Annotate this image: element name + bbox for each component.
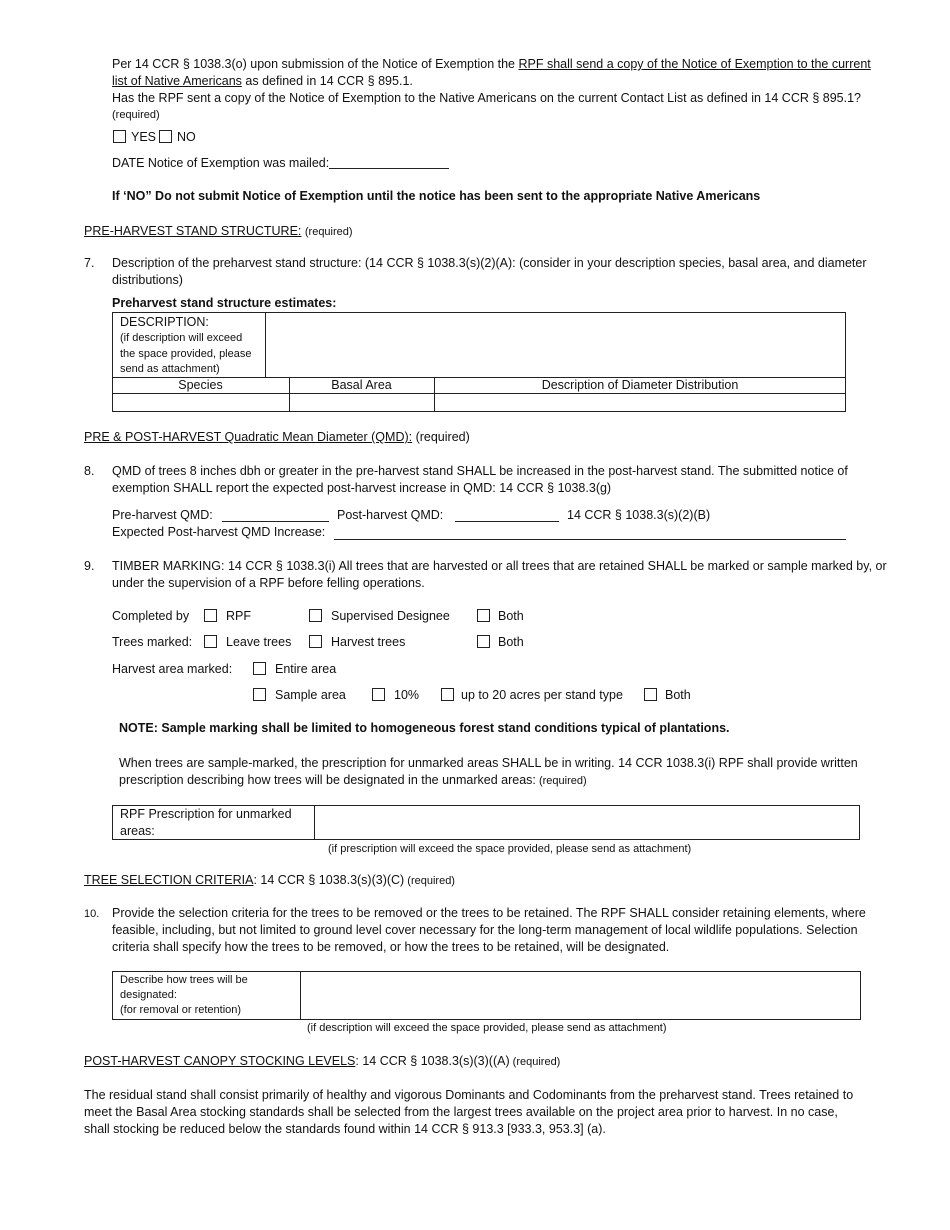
ten-percent-checkbox[interactable] xyxy=(372,688,385,701)
basal-area-input[interactable] xyxy=(290,394,433,411)
table-divider xyxy=(265,312,266,377)
qmd-required: (required) xyxy=(412,430,470,444)
twenty-acres-label: up to 20 acres per stand type xyxy=(461,688,623,702)
preharvest-table-title: Preharvest stand structure estimates: xyxy=(112,296,337,310)
entire-area-label: Entire area xyxy=(275,662,337,676)
date-mailed-label: DATE Notice of Exemption was mailed: xyxy=(112,156,330,170)
native-no-label: NO xyxy=(177,130,196,144)
sample-both-label: Both xyxy=(665,688,691,702)
item-10-line-3: criteria shall specify how the trees to be removed, or how the trees to be retained, will be designated. xyxy=(112,940,670,954)
ten-percent-label: 10% xyxy=(394,688,420,702)
post-harvest-qmd-field[interactable] xyxy=(455,521,559,522)
harvest-area-marked-label: Harvest area marked: xyxy=(112,662,233,676)
item-8-line-1: QMD of trees 8 inches dbh or greater in the pre-harvest stand SHALL be increased in the post-harvest stand. The submitted notice of xyxy=(112,464,848,478)
item-7-line-2: distributions) xyxy=(112,273,183,287)
native-no-checkbox[interactable] xyxy=(159,130,172,143)
table-divider xyxy=(300,971,301,1020)
qmd-heading: PRE & POST-HARVEST Quadratic Mean Diameter (QMD): xyxy=(84,430,413,444)
selection-box-label-1: Describe how trees will be xyxy=(120,974,248,986)
canopy-paragraph-line-3: shall stocking be reduced below the standards found within 14 CCR § 913.3 [933.3, 953.3] (a). xyxy=(84,1122,606,1136)
sample-area-checkbox[interactable] xyxy=(253,688,266,701)
item-8-line-2: exemption SHALL report the expected post-harvest increase in QMD: 14 CCR § 1038.3(g) xyxy=(112,481,612,495)
completed-rpf-checkbox[interactable] xyxy=(204,609,217,622)
column-header-species: Species xyxy=(178,378,223,392)
completed-both-label: Both xyxy=(498,609,524,623)
sample-marked-line-1: When trees are sample-marked, the prescription for unmarked areas SHALL be in writing. 14 CCR 1038.3(i) RPF shall provide written xyxy=(119,756,858,770)
trees-both-label: Both xyxy=(498,635,524,649)
native-list-text: list of Native Americans xyxy=(112,74,242,88)
rpf-prescription-label-1: RPF Prescription for unmarked xyxy=(120,807,292,821)
column-header-diameter-distribution: Description of Diameter Distribution xyxy=(541,378,739,392)
date-mailed-field[interactable] xyxy=(329,168,449,169)
canopy-required: (required) xyxy=(509,1056,561,1068)
native-notice-line-1 xyxy=(112,56,871,72)
twenty-acres-checkbox[interactable] xyxy=(441,688,454,701)
pre-harvest-qmd-field[interactable] xyxy=(222,521,329,522)
tree-selection-citation: : 14 CCR § 1038.3(s)(3)(C) xyxy=(253,873,405,887)
canopy-citation: : 14 CCR § 1038.3(s)(3)((A) xyxy=(355,1054,510,1068)
harvest-trees-checkbox[interactable] xyxy=(309,635,322,648)
selection-box-note: (if description will exceed the space provided, please send as attachment) xyxy=(307,1022,667,1034)
native-question: Has the RPF sent a copy of the Notice of Exemption to the Native Americans on the current Contact List as defined in 14 CCR § 895.1? xyxy=(112,91,862,105)
description-label: DESCRIPTION: xyxy=(120,315,209,329)
completed-rpf-label: RPF xyxy=(226,609,251,623)
native-notice-text: Per 14 CCR § 1038.3(o) upon submission of the Notice of Exemption the xyxy=(112,57,519,71)
description-input[interactable] xyxy=(267,313,844,376)
sample-both-checkbox[interactable] xyxy=(644,688,657,701)
completed-both-checkbox[interactable] xyxy=(477,609,490,622)
canopy-heading: POST-HARVEST CANOPY STOCKING LEVELS xyxy=(84,1054,356,1068)
expected-qmd-label: Expected Post-harvest QMD Increase: xyxy=(112,525,326,539)
trees-marked-label: Trees marked: xyxy=(112,635,193,649)
rpf-prescription-label-2: areas: xyxy=(120,824,155,838)
native-yes-label: YES xyxy=(131,130,157,144)
pre-harvest-heading-line xyxy=(84,223,353,240)
item-10-line-2: feasible, including, but not limited to ground level cover necessary for the long-term management of local wildlife populations. Selection xyxy=(112,923,858,937)
completed-supervised-designee-checkbox[interactable] xyxy=(309,609,322,622)
canopy-paragraph-line-2: meet the Basal Area stocking standards shall be selected from the largest trees available on the project area prior to harvest. In no case, xyxy=(84,1105,838,1119)
sample-marked-required: (required) xyxy=(535,775,587,787)
column-header-basal-area: Basal Area xyxy=(331,378,392,392)
harvest-trees-label: Harvest trees xyxy=(331,635,406,649)
description-note-2: the space provided, please xyxy=(120,348,252,360)
item-9-line-1: TIMBER MARKING: 14 CCR § 1038.3(i) All trees that are harvested or all trees that are retained SHALL be marked or sample marked by, or xyxy=(112,559,887,573)
description-note-3: send as attachment) xyxy=(120,363,220,375)
tree-selection-heading: TREE SELECTION CRITERIA xyxy=(84,873,254,887)
leave-trees-label: Leave trees xyxy=(226,635,292,649)
description-note-1: (if description will exceed xyxy=(120,332,243,344)
sample-marking-note xyxy=(119,720,730,736)
item-9-number: 9. xyxy=(84,559,95,573)
qmd-citation: 14 CCR § 1038.3(s)(2)(B) xyxy=(567,508,711,522)
native-notice-line-2 xyxy=(112,73,413,89)
species-input[interactable] xyxy=(113,394,288,411)
sample-marked-line-2 xyxy=(119,772,587,789)
tree-selection-required: (required) xyxy=(404,875,455,887)
item-9-line-2: under the supervision of a RPF before felling operations. xyxy=(112,576,425,590)
expected-qmd-field[interactable] xyxy=(334,539,846,540)
table-divider xyxy=(314,805,315,840)
tree-selection-heading-line xyxy=(84,872,455,889)
selection-box-label-2: designated: xyxy=(120,989,177,1001)
item-7-line-1: Description of the preharvest stand structure: (14 CCR § 1038.3(s)(2)(A): (consider in your description species, basal area, and diameter xyxy=(112,256,867,270)
native-yes-checkbox[interactable] xyxy=(113,130,126,143)
trees-both-checkbox[interactable] xyxy=(477,635,490,648)
sample-marked-text: prescription describing how trees will be designated in the unmarked areas: xyxy=(119,773,536,787)
native-required: (required) xyxy=(112,109,160,121)
completed-supervised-designee-label: Supervised Designee xyxy=(331,609,450,623)
completed-by-label: Completed by xyxy=(112,609,190,623)
native-notice-underlined: RPF shall send a copy of the Notice of Exemption to the current xyxy=(518,57,871,71)
selection-criteria-input[interactable] xyxy=(302,972,859,1019)
pre-harvest-required: (required) xyxy=(304,226,353,238)
note-text: : Sample marking shall be limited to homogeneous forest stand conditions typical of plantations. xyxy=(153,721,730,735)
selection-box-label-3: (for removal or retention) xyxy=(120,1004,242,1016)
canopy-heading-line xyxy=(84,1053,560,1070)
note-prefix: NOTE xyxy=(119,721,154,735)
rpf-prescription-input[interactable] xyxy=(316,806,858,839)
qmd-heading-line xyxy=(84,429,470,445)
native-def-text: as defined in 14 CCR § 895.1. xyxy=(241,74,413,88)
item-7-number: 7. xyxy=(84,256,95,270)
leave-trees-checkbox[interactable] xyxy=(204,635,217,648)
native-warning: If ‘NO” Do not submit Notice of Exemption until the notice has been sent to the appropriate Native Americans xyxy=(112,189,761,203)
entire-area-checkbox[interactable] xyxy=(253,662,266,675)
canopy-paragraph-line-1: The residual stand shall consist primarily of healthy and vigorous Dominants and Codominants from the preharvest stand. Trees retained to xyxy=(84,1088,854,1102)
item-10-line-1: Provide the selection criteria for the trees to be removed or the trees to be retained. The RPF SHALL consider retaining elements, where xyxy=(112,906,866,920)
sample-area-label: Sample area xyxy=(275,688,346,702)
pre-harvest-qmd-label: Pre-harvest QMD: xyxy=(112,508,213,522)
pre-harvest-heading: PRE-HARVEST STAND STRUCTURE: xyxy=(84,224,302,238)
post-harvest-qmd-label: Post-harvest QMD: xyxy=(337,508,444,522)
item-8-number: 8. xyxy=(84,464,95,478)
item-10-number: 10. xyxy=(84,908,100,920)
diameter-distribution-input[interactable] xyxy=(435,394,845,411)
rpf-prescription-note: (if prescription will exceed the space provided, please send as attachment) xyxy=(328,843,692,855)
